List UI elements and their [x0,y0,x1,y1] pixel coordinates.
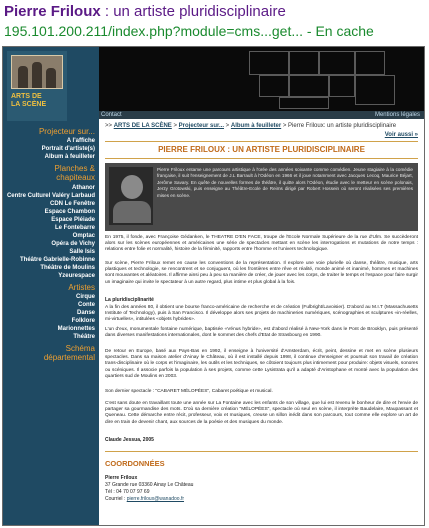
contact-email-link[interactable]: pierre.friloux@wanadoo.fr [126,496,185,502]
paragraph: Sur scène, Pierre Friloux remet en cause les conventions de la représentation. Il explore une voie plurielle où danse, théâtre, musique, arts plastiques et technologie, se rencontrent et se conjuguent, où les frontières entre rêve et réalité, monde animé et inanimé, hommes et machines sont mouvantes et aléatoires. Il affirme ainsi peu à peu sa manière de créer, de jouer avec les corps, de traiter le temps et l'espace pour faire surgir un imaginaire qui invite le spectateur à un autre regard, plus intime et plus global à la fois. [105,261,418,285]
site-logo[interactable] [7,51,67,121]
logo-figure [46,68,56,88]
nav-item[interactable]: Yzeurespace [58,273,95,279]
banner-square [279,97,329,109]
intro-box [105,163,418,231]
nav-item[interactable]: A l'affiche [66,138,95,144]
nav-section-artistes[interactable]: Artistes [68,283,95,292]
banner-toolbar [99,111,424,119]
paragraph: En 1975, il fonde, avec Françoise Gédanken, le THEATRE D'EN FACE, troupe de l'Ecole Normale Supérieure de la rue d'Ulm. Se succèderont alors sur les scènes européennes et américaines une série de spectacles mettant en scène les interrogations et mutations de notre temps : relations entre folie et normalité, histoire de la féminité, rapports entre l'homme et l'univers technologique. [105,235,418,253]
intro-text: Pierre Friloux entame une parcours artistique à l'orée des années soixante comme comédien. Jeune stagiaire à la comédie française, il suit l'enseignement de J.L Barrault à l'Odéon en 1966 et il joue notamment avec Jacques Lecoq, Maurice Béjart, Jerôme Savary. En quête de nouvelles formes de théâtre, il quitte alors l'Odéon, étudie avec le metteur en scène polonais, Jerzy Grotowski, puis enseigne au Théâtre-Ecole de Reims dirigé par Robert Hossein où seront réalisées ses premières mises en scène. [157,167,413,198]
nav-item[interactable]: Opéra de Vichy [51,241,95,247]
paragraph: L'un d'eux, monumentale fontaine numérique, baptisée «Vénus hybride», est d'abord réalisé à New-York dans le Pont de Brooklyn, puis présenté dans diverses manifestations internationales, dont le sommet des chefs d'Etat de Strasbourg en 1990. [105,327,418,339]
paragraph: De retour en Europe, basé aux Pays-Bas en 1992, il enseigne à l'université d'Amsterdam, écrit, peint, dessine et met en scène plusieurs spectacles. Dans sa maison atelier d'Ainay le Château, où il est installé depuis 1998, il continue d'enseigner et poursuit son travail de création trans-disciplinaire où le corps et l'imaginaire, les outils et les techniques, se côtoient toujours plus intimement pour produire: objets visuels, sonores ou scéniques. Il associe parfois la population à ses projets, comme cette Lysistrata qu'il a adapté d'Aristophane et monté avec la population des quartiers sud de Moulins en 2003. [105,349,418,379]
logo-figure [32,62,42,88]
nav-item[interactable]: Conte [78,302,95,308]
banner-square [355,75,395,105]
contact-email-label: Courriel : [105,496,127,502]
cache-link[interactable]: - En cache [303,23,374,39]
signature: Claude Jessua, 2005 [105,437,154,443]
logo-figure [18,66,28,88]
breadcrumb-link[interactable]: Projecteur sur... [178,123,225,129]
nav-item[interactable]: CDN Le Fenêtre [49,201,95,207]
article-title: PIERRE FRILOUX : UN ARTISTE PLURIDISCIPLINAIRE [158,145,365,154]
sidebar [3,47,99,525]
banner-square [355,51,385,75]
logo-photo [11,55,63,89]
nav-item[interactable]: Théâtre de Moulins [40,265,95,271]
nav-item[interactable]: Danse [76,310,95,316]
nav-item[interactable]: Cirque [75,294,95,300]
result-title-rest: : un artiste pluridisciplinaire [100,3,286,20]
paragraph: Son dernier spectacle : "CABARET MÉLOPÉES", Cabaret poétique et musical. [105,389,273,394]
coordinates-heading: COORDONNÉES [105,459,165,468]
nav-item[interactable]: Folklore [71,318,95,324]
main-content [99,119,424,525]
nav-item[interactable]: Théâtre [73,334,95,340]
header-banner [99,47,424,111]
paragraph: C'est sans doute en travaillant toute une année sur La Fontaine avec les enfants de son village, que lui est revenu le bonheur de dire et l'envie de partager sa gourmandise des mots. D'où sa dernière création "MÉLOPÉES", spectacle où seul en scène, il interprète Baudelaire, Maupassant et Queneau. Cette démarche entre récit, professeur, voix et musiques, creuse un sillon inédit dans son parcours, tout comme elle explore un art de dire en train de devenir chant, aux sources de la poésie et des musiques du monde. [105,401,418,425]
voir-aussi-link[interactable]: Voir aussi » [384,132,418,138]
breadcrumb-current: Pierre Friloux: un artiste pluridisciplinaire [288,123,397,129]
paragraph: A la fin des années 80, il obtient une bourse franco-américaine de recherche et de création (Fulbright/Lavoisier). D'abord au M.I.T (Massachusetts Institute of Technology), puis à San Francisco. Il développe alors ses projets de machineries numériques, scénographies et sculptures «in-réelles, mi-virtuelles», intitulées «objets hybrides». [105,305,418,323]
banner-square [329,75,355,97]
result-url [4,22,374,40]
voir-aussi-label: Voir aussi [384,132,413,138]
contact-address: 37 Grande rue 03360 Ainay Le Château [105,482,194,488]
banner-square [259,75,289,97]
nav-section-schema[interactable]: Schéma départemental [43,344,95,362]
result-title-link[interactable] [4,2,286,21]
nav-item[interactable]: Salle Isis [69,249,95,255]
nav-item[interactable]: Le Fontebarre [54,225,95,231]
portrait-shoulders [113,201,151,223]
nav-item[interactable]: Album à feuilleter [44,154,95,160]
banner-square [319,51,355,75]
nav-item[interactable]: Omptac [72,233,95,239]
breadcrumb: >> ARTS DE LA SCÈNE > Projecteur sur... > Album à feuilleter > Pierre Friloux: un artiste pluridisciplinaire [105,123,397,129]
portrait-head [121,175,143,199]
legal-link[interactable]: Mentions légales [374,112,420,118]
contact-phone: Tél : 04 70 07 97 69 [105,489,150,495]
page-thumbnail [2,46,425,526]
section-heading: La pluridisciplinarité [105,297,154,303]
artist-portrait [109,167,153,225]
breadcrumb-link[interactable]: ARTS DE LA SCÈNE [113,123,172,129]
banner-square [289,51,319,75]
result-url-text: 195.101.200.211/index.php?module=cms...get... [4,23,304,39]
nav-item[interactable]: Marionnettes [57,326,95,332]
search-result-header [0,0,429,46]
divider [105,158,418,159]
nav-item[interactable]: Athanor [72,185,95,191]
logo-text: ARTS DE LA SCÈNE [11,93,47,108]
nav-item[interactable]: Centre Culturel Valéry Larbaud [6,193,95,199]
nav-item[interactable]: Espace Pléiade [51,217,95,223]
nav-item[interactable]: Espace Chambon [44,209,95,215]
result-title-strong: Pierre Friloux [4,3,101,20]
breadcrumb-link[interactable]: Album à feuilleter [230,123,282,129]
banner-square [289,75,329,97]
nav-section-projecteur[interactable]: Projecteur sur... [38,127,95,136]
divider [105,141,418,142]
divider [105,451,418,452]
nav-item[interactable]: Théâtre Gabrielle-Robinne [19,257,95,263]
contact-name: Pierre Friloux [105,475,138,481]
contact-link[interactable]: Contact [101,112,122,118]
banner-square [249,51,289,75]
contact-email-row [105,496,184,503]
nav-item[interactable]: Portrait d'artiste(s) [41,146,95,152]
nav-section-planches[interactable]: Planches & chapiteaux [54,164,95,182]
